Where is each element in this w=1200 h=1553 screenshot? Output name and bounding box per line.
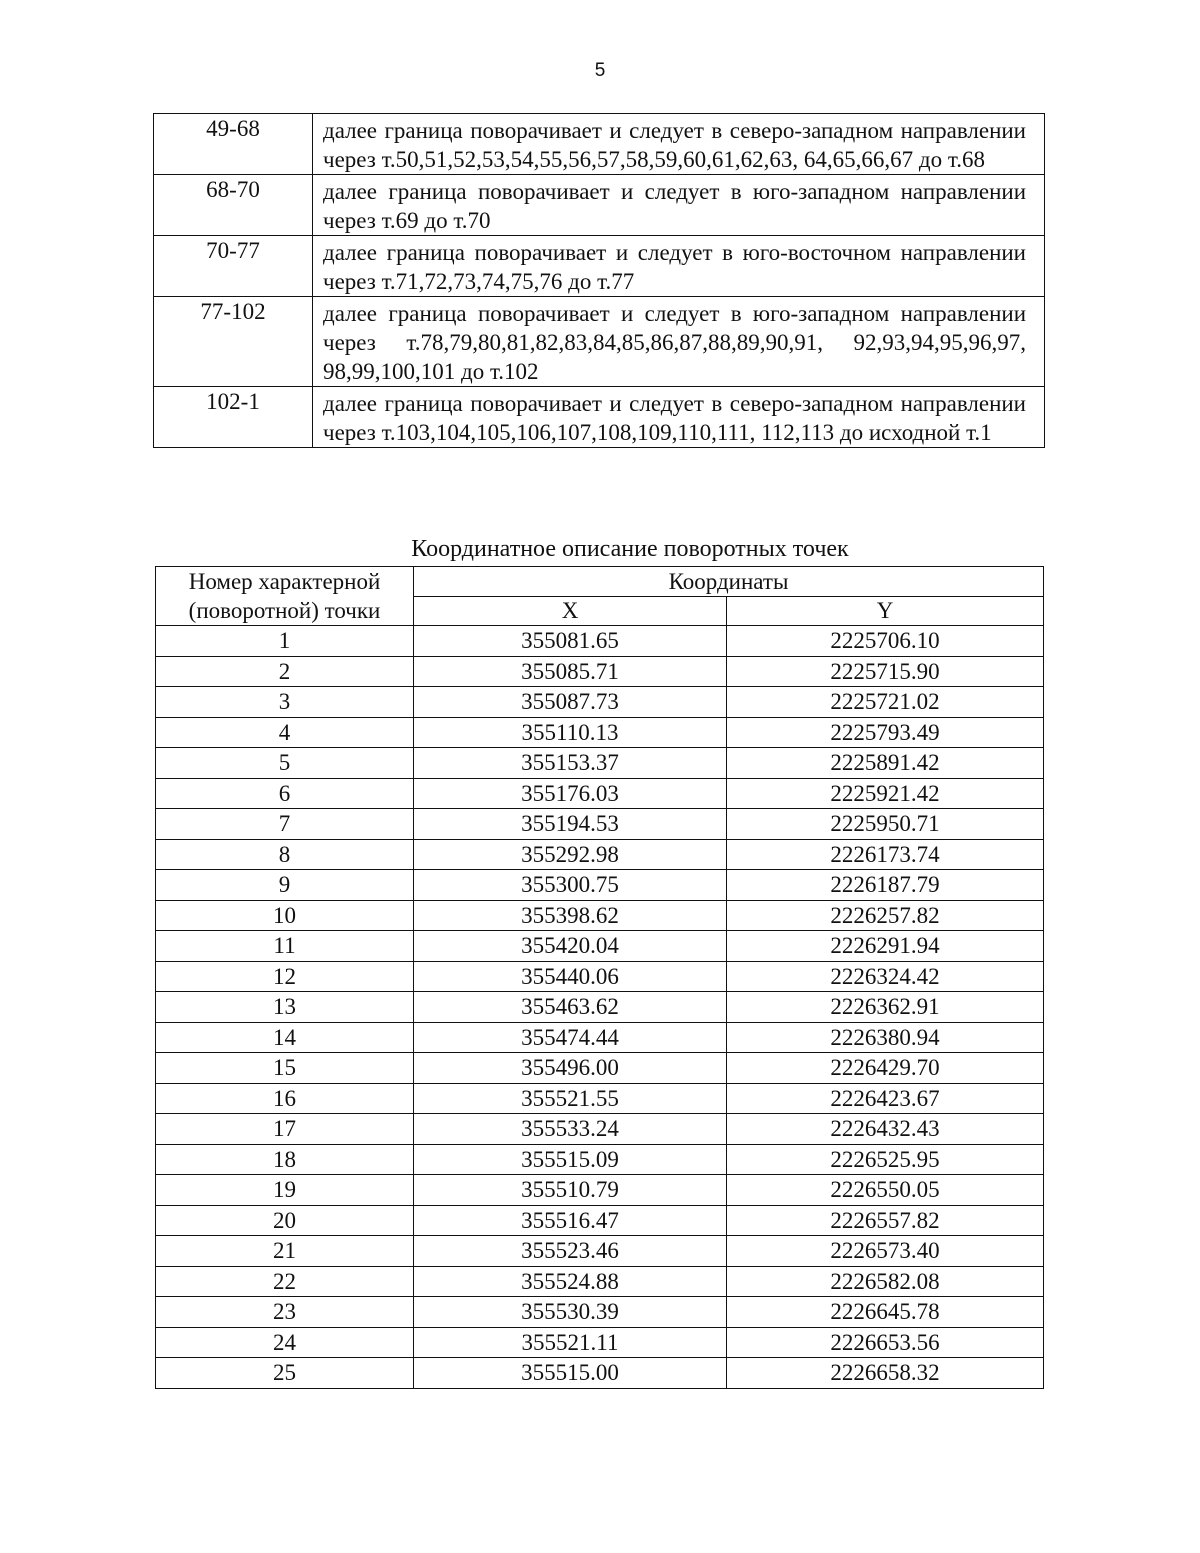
boundary-description-table [153,113,1045,448]
table-row [156,1083,1044,1114]
coordinate-y-cell: 2226658.32 [727,1358,1044,1389]
coordinate-y-cell: 2226550.05 [727,1175,1044,1206]
coordinate-y-cell: 2226362.91 [727,992,1044,1023]
coordinate-y-cell: 2226423.67 [727,1083,1044,1114]
coordinate-x-cell: 355194.53 [414,809,727,840]
coordinate-x-cell: 355515.09 [414,1144,727,1175]
coordinate-x-cell: 355523.46 [414,1236,727,1267]
boundary-segment-range: 70-77 [154,236,313,297]
table-row [156,778,1044,809]
table-row [156,870,1044,901]
point-number-cell: 2 [156,656,414,687]
table-row [156,1266,1044,1297]
table-row [156,626,1044,657]
point-number-cell: 9 [156,870,414,901]
coordinate-x-cell: 355510.79 [414,1175,727,1206]
coordinates-table-body [156,626,1044,1389]
coordinate-x-cell: 355292.98 [414,839,727,870]
coordinate-y-cell: 2226557.82 [727,1205,1044,1236]
coordinate-y-cell: 2226573.40 [727,1236,1044,1267]
table-row [156,1297,1044,1328]
coordinate-x-cell: 355085.71 [414,656,727,687]
page-number: 5 [594,60,606,81]
boundary-segment-range: 77-102 [154,297,313,387]
coordinate-y-cell: 2226187.79 [727,870,1044,901]
point-number-cell: 3 [156,687,414,718]
coordinate-y-cell: 2226324.42 [727,961,1044,992]
point-number-cell: 20 [156,1205,414,1236]
coordinate-y-cell: 2226380.94 [727,1022,1044,1053]
coordinates-table-caption: Координатное описание поворотных точек [411,536,849,562]
coordinate-y-cell: 2225950.71 [727,809,1044,840]
table-row [156,809,1044,840]
coordinate-x-cell: 355153.37 [414,748,727,779]
coordinate-x-cell: 355516.47 [414,1205,727,1236]
coordinate-y-cell: 2225721.02 [727,687,1044,718]
coordinate-x-cell: 355463.62 [414,992,727,1023]
table-row [156,839,1044,870]
boundary-segment-description: далее граница поворачивает и следует в юго-западном направлении через т.69 до т.70 [313,175,1045,236]
point-number-cell: 10 [156,900,414,931]
coordinates-table [155,566,1044,1389]
coordinate-x-cell: 355087.73 [414,687,727,718]
table-row [156,717,1044,748]
header-coordinates: Координаты [414,567,1044,597]
point-number-cell: 6 [156,778,414,809]
point-number-cell: 16 [156,1083,414,1114]
table-row [156,1175,1044,1206]
coordinate-y-cell: 2226653.56 [727,1327,1044,1358]
coordinate-x-cell: 355530.39 [414,1297,727,1328]
table-row [156,1205,1044,1236]
coordinate-y-cell: 2225793.49 [727,717,1044,748]
point-number-cell: 23 [156,1297,414,1328]
table-row [156,1236,1044,1267]
table-row [156,687,1044,718]
coordinate-x-cell: 355524.88 [414,1266,727,1297]
boundary-segment-description: далее граница поворачивает и следует в северо-западном направлении через т.103,104,105,106,107,108,109,110,111, 112,113 до исходной т.1 [313,387,1045,448]
coordinate-y-cell: 2225706.10 [727,626,1044,657]
boundary-segment-range: 68-70 [154,175,313,236]
coordinate-x-cell: 355398.62 [414,900,727,931]
point-number-cell: 21 [156,1236,414,1267]
boundary-description-body [154,114,1045,448]
boundary-row [154,297,1045,387]
table-row [156,1022,1044,1053]
header-y: Y [727,596,1044,626]
coordinate-y-cell: 2226582.08 [727,1266,1044,1297]
point-number-cell: 24 [156,1327,414,1358]
coordinate-y-cell: 2226291.94 [727,931,1044,962]
coordinate-x-cell: 355474.44 [414,1022,727,1053]
point-number-cell: 4 [156,717,414,748]
coordinate-x-cell: 355420.04 [414,931,727,962]
coordinate-y-cell: 2226645.78 [727,1297,1044,1328]
point-number-cell: 15 [156,1053,414,1084]
table-row [156,900,1044,931]
coordinate-y-cell: 2226429.70 [727,1053,1044,1084]
boundary-segment-description: далее граница поворачивает и следует в северо-западном направлении через т.50,51,52,53,54,55,56,57,58,59,60,61,62,63, 64,65,66,67 до т.68 [313,114,1045,175]
point-number-cell: 17 [156,1114,414,1145]
table-row [156,748,1044,779]
coordinate-x-cell: 355081.65 [414,626,727,657]
table-row [156,1053,1044,1084]
point-number-cell: 7 [156,809,414,840]
boundary-segment-range: 49-68 [154,114,313,175]
boundary-segment-description: далее граница поворачивает и следует в юго-восточном направлении через т.71,72,73,74,75,76 до т.77 [313,236,1045,297]
table-row [156,961,1044,992]
point-number-cell: 13 [156,992,414,1023]
table-row [156,992,1044,1023]
coordinate-x-cell: 355440.06 [414,961,727,992]
coordinate-x-cell: 355300.75 [414,870,727,901]
coordinates-table-header [156,567,1044,626]
coordinate-x-cell: 355521.11 [414,1327,727,1358]
table-row [156,1144,1044,1175]
header-x: X [414,596,727,626]
boundary-row [154,114,1045,175]
table-row [156,1358,1044,1389]
table-row [156,1114,1044,1145]
coordinate-y-cell: 2226525.95 [727,1144,1044,1175]
table-row [156,656,1044,687]
boundary-row [154,236,1045,297]
boundary-segment-range: 102-1 [154,387,313,448]
coordinate-x-cell: 355515.00 [414,1358,727,1389]
coordinate-y-cell: 2226173.74 [727,839,1044,870]
coordinate-x-cell: 355496.00 [414,1053,727,1084]
table-row [156,1327,1044,1358]
boundary-row [154,387,1045,448]
point-number-cell: 5 [156,748,414,779]
point-number-cell: 1 [156,626,414,657]
table-row [156,931,1044,962]
point-number-cell: 25 [156,1358,414,1389]
point-number-cell: 14 [156,1022,414,1053]
point-number-cell: 19 [156,1175,414,1206]
point-number-cell: 11 [156,931,414,962]
coordinate-x-cell: 355521.55 [414,1083,727,1114]
coordinate-y-cell: 2225921.42 [727,778,1044,809]
coordinate-x-cell: 355176.03 [414,778,727,809]
coordinate-x-cell: 355110.13 [414,717,727,748]
coordinate-y-cell: 2226432.43 [727,1114,1044,1145]
coordinate-y-cell: 2226257.82 [727,900,1044,931]
coordinate-y-cell: 2225715.90 [727,656,1044,687]
boundary-row [154,175,1045,236]
point-number-cell: 22 [156,1266,414,1297]
header-point-number: Номер характерной (поворотной) точки [156,567,414,626]
point-number-cell: 18 [156,1144,414,1175]
point-number-cell: 8 [156,839,414,870]
point-number-cell: 12 [156,961,414,992]
coordinate-y-cell: 2225891.42 [727,748,1044,779]
boundary-segment-description: далее граница поворачивает и следует в юго-западном направлении через т.78,79,80,81,82,83,84,85,86,87,88,89,90,91, 92,93,94,95,96,97, 98,99,100,101 до т.102 [313,297,1045,387]
coordinate-x-cell: 355533.24 [414,1114,727,1145]
